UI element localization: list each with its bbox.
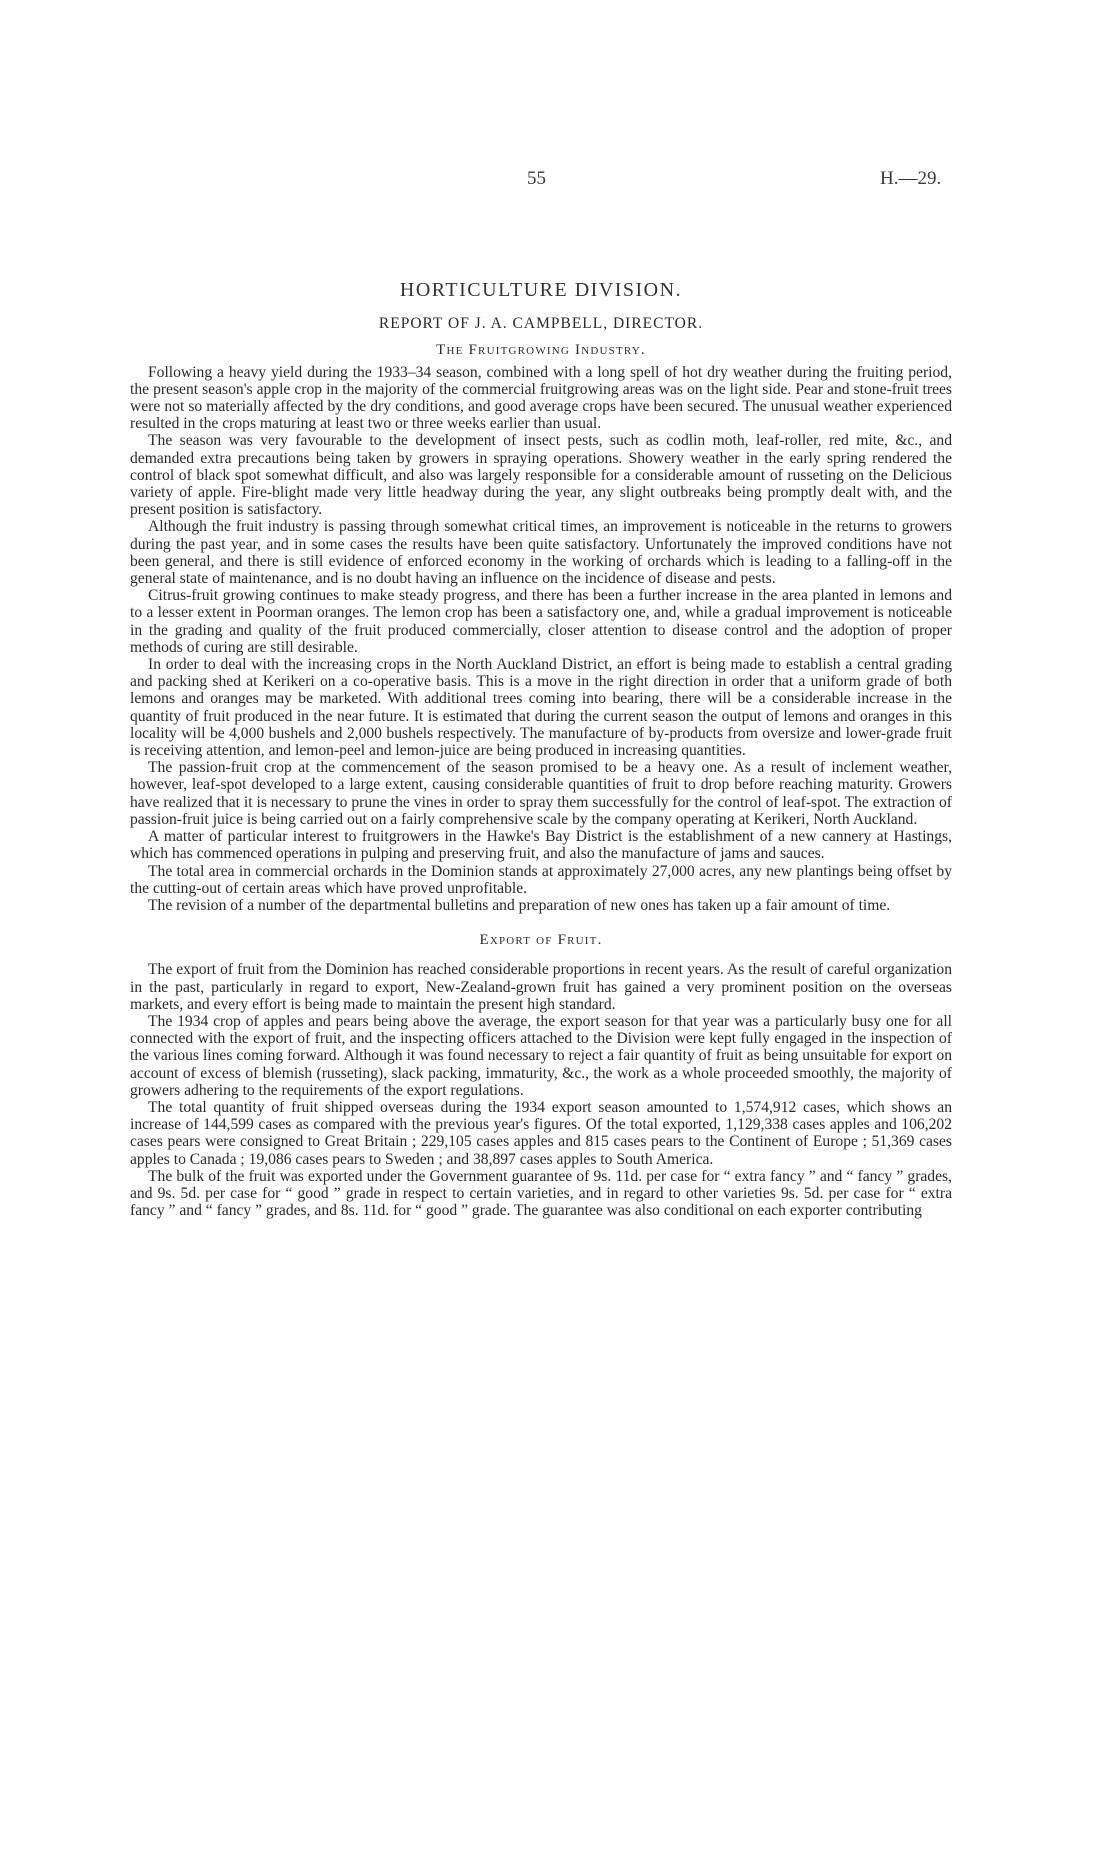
page-content bbox=[130, 279, 952, 1220]
paragraph: The total area in commercial orchards in the Dominion stands at approximately 27,000 acres, any new plantings being offset by the cutting-out of certain areas which have proved unprofitable. bbox=[130, 862, 952, 897]
paragraph: The revision of a number of the departmental bulletins and preparation of new ones has taken up a fair amount of time. bbox=[148, 896, 891, 914]
section-heading: The Fruitgrowing Industry. bbox=[436, 342, 646, 359]
section-fruitgrowing-industry bbox=[130, 342, 952, 914]
paragraph: The 1934 crop of apples and pears being above the average, the export season for that year was a particularly busy one for all connected with the export of fruit, and the inspecting officers attached to the Division were kept fully engaged in the inspection of the various lines coming forward. Although it was found necessary to reject a fair quantity of fruit as being unsuitable for export on account of excess of blemish (russeting), slack packing, immaturity, &c., the work as a whole proceeded smoothly, the majority of growers adhering to the requirements of the export regulations. bbox=[130, 1012, 952, 1099]
paragraph: Although the fruit industry is passing through somewhat critical times, an improvement is noticeable in the returns to growers during the past year, and in some cases the results have been quite satisfactory. Unfortunately the improved conditions have not been general, and there is still evidence of enforced economy in the working of orchards which is leading to a falling-off in the general state of maintenance, and is no doubt having an influence on the incidence of disease and pests. bbox=[130, 518, 952, 588]
paragraph: The bulk of the fruit was exported under the Government guarantee of 9s. 11d. per case for “ extra fancy ” and “ fancy ” grades, and 9s. 5d. per case for “ good ” grade in respect to certain varieties, and in regard to other varieties 9s. 5d. per case for “ extra fancy ” and “ fancy ” grades, and 8s. 11d. for “ good ” grade. The guarantee was also conditional on each exporter contributing bbox=[130, 1167, 952, 1220]
page-header bbox=[0, 168, 1114, 198]
paragraph: The total quantity of fruit shipped overseas during the 1934 export season amounted to 1,574,912 cases, which shows an increase of 144,599 cases as compared with the previous year's figures. Of the total exported, 1,129,338 cases apples and 106,202 cases pears were consigned to Great Britain ; 229,105 cases apples and 815 cases pears to the Continent of Europe ; 51,369 cases apples to Canada ; 19,086 cases pears to Sweden ; and 38,897 cases apples to South America. bbox=[130, 1098, 952, 1168]
paragraph: Citrus-fruit growing continues to make steady progress, and there has been a further increase in the area planted in lemons and to a lesser extent in Poorman oranges. The lemon crop has been a satisfactory one, and, while a gradual improvement is noticeable in the grading and quality of the fruit produced commercially, closer attention to disease control and the adoption of proper methods of curing are still desirable. bbox=[130, 587, 952, 656]
paragraph: Following a heavy yield during the 1933–34 season, combined with a long spell of hot dry weather during the fruiting period, the present season's apple crop in the majority of the commercial fruitgrowing areas was on the light side. Pear and stone-fruit trees were not so materially affected by the dry conditions, and good average crops have been secured. The unusual weather experienced resulted in the crops maturing at least two or three weeks earlier than usual. bbox=[130, 363, 952, 433]
section-heading: Export of Fruit. bbox=[479, 932, 603, 949]
document-reference: H.—29. bbox=[880, 168, 942, 189]
paragraph: In order to deal with the increasing crops in the North Auckland District, an effort is being made to establish a central grading and packing shed at Kerikeri on a co-operative basis. This is a move in the right direction in order that a uniform grade of both lemons and oranges may be marketed. With additional trees coming into bearing, there will be a considerable increase in the quantity of fruit produced in the near future. It is estimated that during the current season the output of lemons and oranges in this locality will be 4,000 bushels and 2,000 bushels respectively. The manufacture of by-products from oversize and lower-grade fruit is receiving attention, and lemon-peel and lemon-juice are being produced in increasing quantities. bbox=[130, 656, 952, 760]
section-export-of-fruit bbox=[130, 932, 952, 1219]
division-title: HORTICULTURE DIVISION. bbox=[399, 279, 683, 301]
paragraph: A matter of particular interest to fruitgrowers in the Hawke's Bay District is the establishment of a new cannery at Hastings, which has commenced operations in pulping and preserving fruit, and also the manufacture of jams and sauces. bbox=[130, 828, 952, 863]
report-title: REPORT OF J. A. CAMPBELL, DIRECTOR. bbox=[378, 315, 704, 333]
page-number: 55 bbox=[527, 168, 546, 189]
paragraph: The passion-fruit crop at the commencement of the season promised to be a heavy one. As a result of inclement weather, however, leaf-spot developed to a large extent, causing considerable quantities of fruit to drop before reaching maturity. Growers have realized that it is necessary to prune the vines in order to spray them successfully for the control of leaf-spot. The extraction of passion-fruit juice is being carried out on a fairly comprehensive scale by the company operating at Kerikeri, North Auckland. bbox=[130, 759, 952, 828]
paragraph: The season was very favourable to the development of insect pests, such as codlin moth, leaf-roller, red mite, &c., and demanded extra precautions being taken by growers in spraying operations. Showery weather in the early spring rendered the control of black spot somewhat difficult, and also was largely responsible for a considerable amount of russeting on the Delicious variety of apple. Fire-blight made very little headway during the year, any slight outbreaks being promptly dealt with, and the present position is satisfactory. bbox=[130, 432, 952, 519]
paragraph: The export of fruit from the Dominion has reached considerable proportions in recent years. As the result of careful organization in the past, particularly in regard to export, New-Zealand-grown fruit has gained a very prominent position on the overseas markets, and every effort is being made to maintain the present high standard. bbox=[130, 961, 952, 1013]
